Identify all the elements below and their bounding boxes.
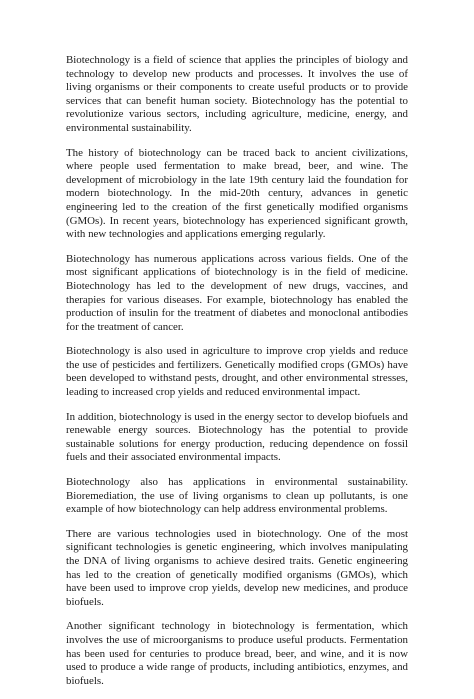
paragraph-agriculture: Biotechnology is also used in agriculture to improve crop yields and reduce the use of pesticides and fertilizers. Genetically modified crops (GMOs) have been developed to withstand pests, drought, and other environmental stresses, leading to increased crop yields and reduced environmental impact.: [66, 345, 408, 399]
paragraph-history: The history of biotechnology can be traced back to ancient civilizations, where people used fermentation to make bread, beer, and wine. The development of microbiology in the late 19th century laid the foundation for modern biotechnology. In the mid-20th century, advances in genetic engineering led to the creation of the first genetically modified organisms (GMOs). In recent years, biotechnology has experienced significant growth, with new technologies and applications emerging regularly.: [66, 146, 408, 241]
paragraph-fermentation: Another significant technology in biotechnology is fermentation, which involves the use of microorganisms to produce useful products. Fermentation has been used for centuries to produce bread, beer, and wine, and it is now used to produce a wide range of products, including antibiotics, enzymes, and biofuels.: [66, 620, 408, 687]
paragraph-energy: In addition, biotechnology is used in the energy sector to develop biofuels and renewable energy sources. Biotechnology has the potential to provide sustainable solutions for energy production, reducing dependence on fossil fuels and their associated environmental impacts.: [66, 410, 408, 464]
document-body: [66, 54, 408, 699]
paragraph-intro: Biotechnology is a field of science that applies the principles of biology and technology to develop new products and processes. It involves the use of living organisms or their components to create useful products or to provide services that can benefit human society. Biotechnology has the potential to revolutionize various sectors, including agriculture, medicine, energy, and environmental sustainability.: [66, 54, 408, 134]
paragraph-applications: Biotechnology has numerous applications across various fields. One of the most significant applications of biotechnology is in the field of medicine. Biotechnology has led to the development of new drugs, vaccines, and therapies for various diseases. For example, biotechnology has enabled the production of insulin for the treatment of diabetes and monoclonal antibodies for the treatment of cancer.: [66, 252, 408, 333]
paragraph-environment: Biotechnology also has applications in environmental sustainability. Bioremediation, the use of living organisms to clean up pollutants, is one example of how biotechnology can help address environmental problems.: [66, 476, 408, 516]
paragraph-technologies: There are various technologies used in biotechnology. One of the most significant technologies is genetic engineering, which involves manipulating the DNA of living organisms to achieve desired traits. Genetic engineering has led to the creation of genetically modified organisms (GMOs), which have been used to improve crop yields, develop new medicines, and produce biofuels.: [66, 527, 408, 608]
